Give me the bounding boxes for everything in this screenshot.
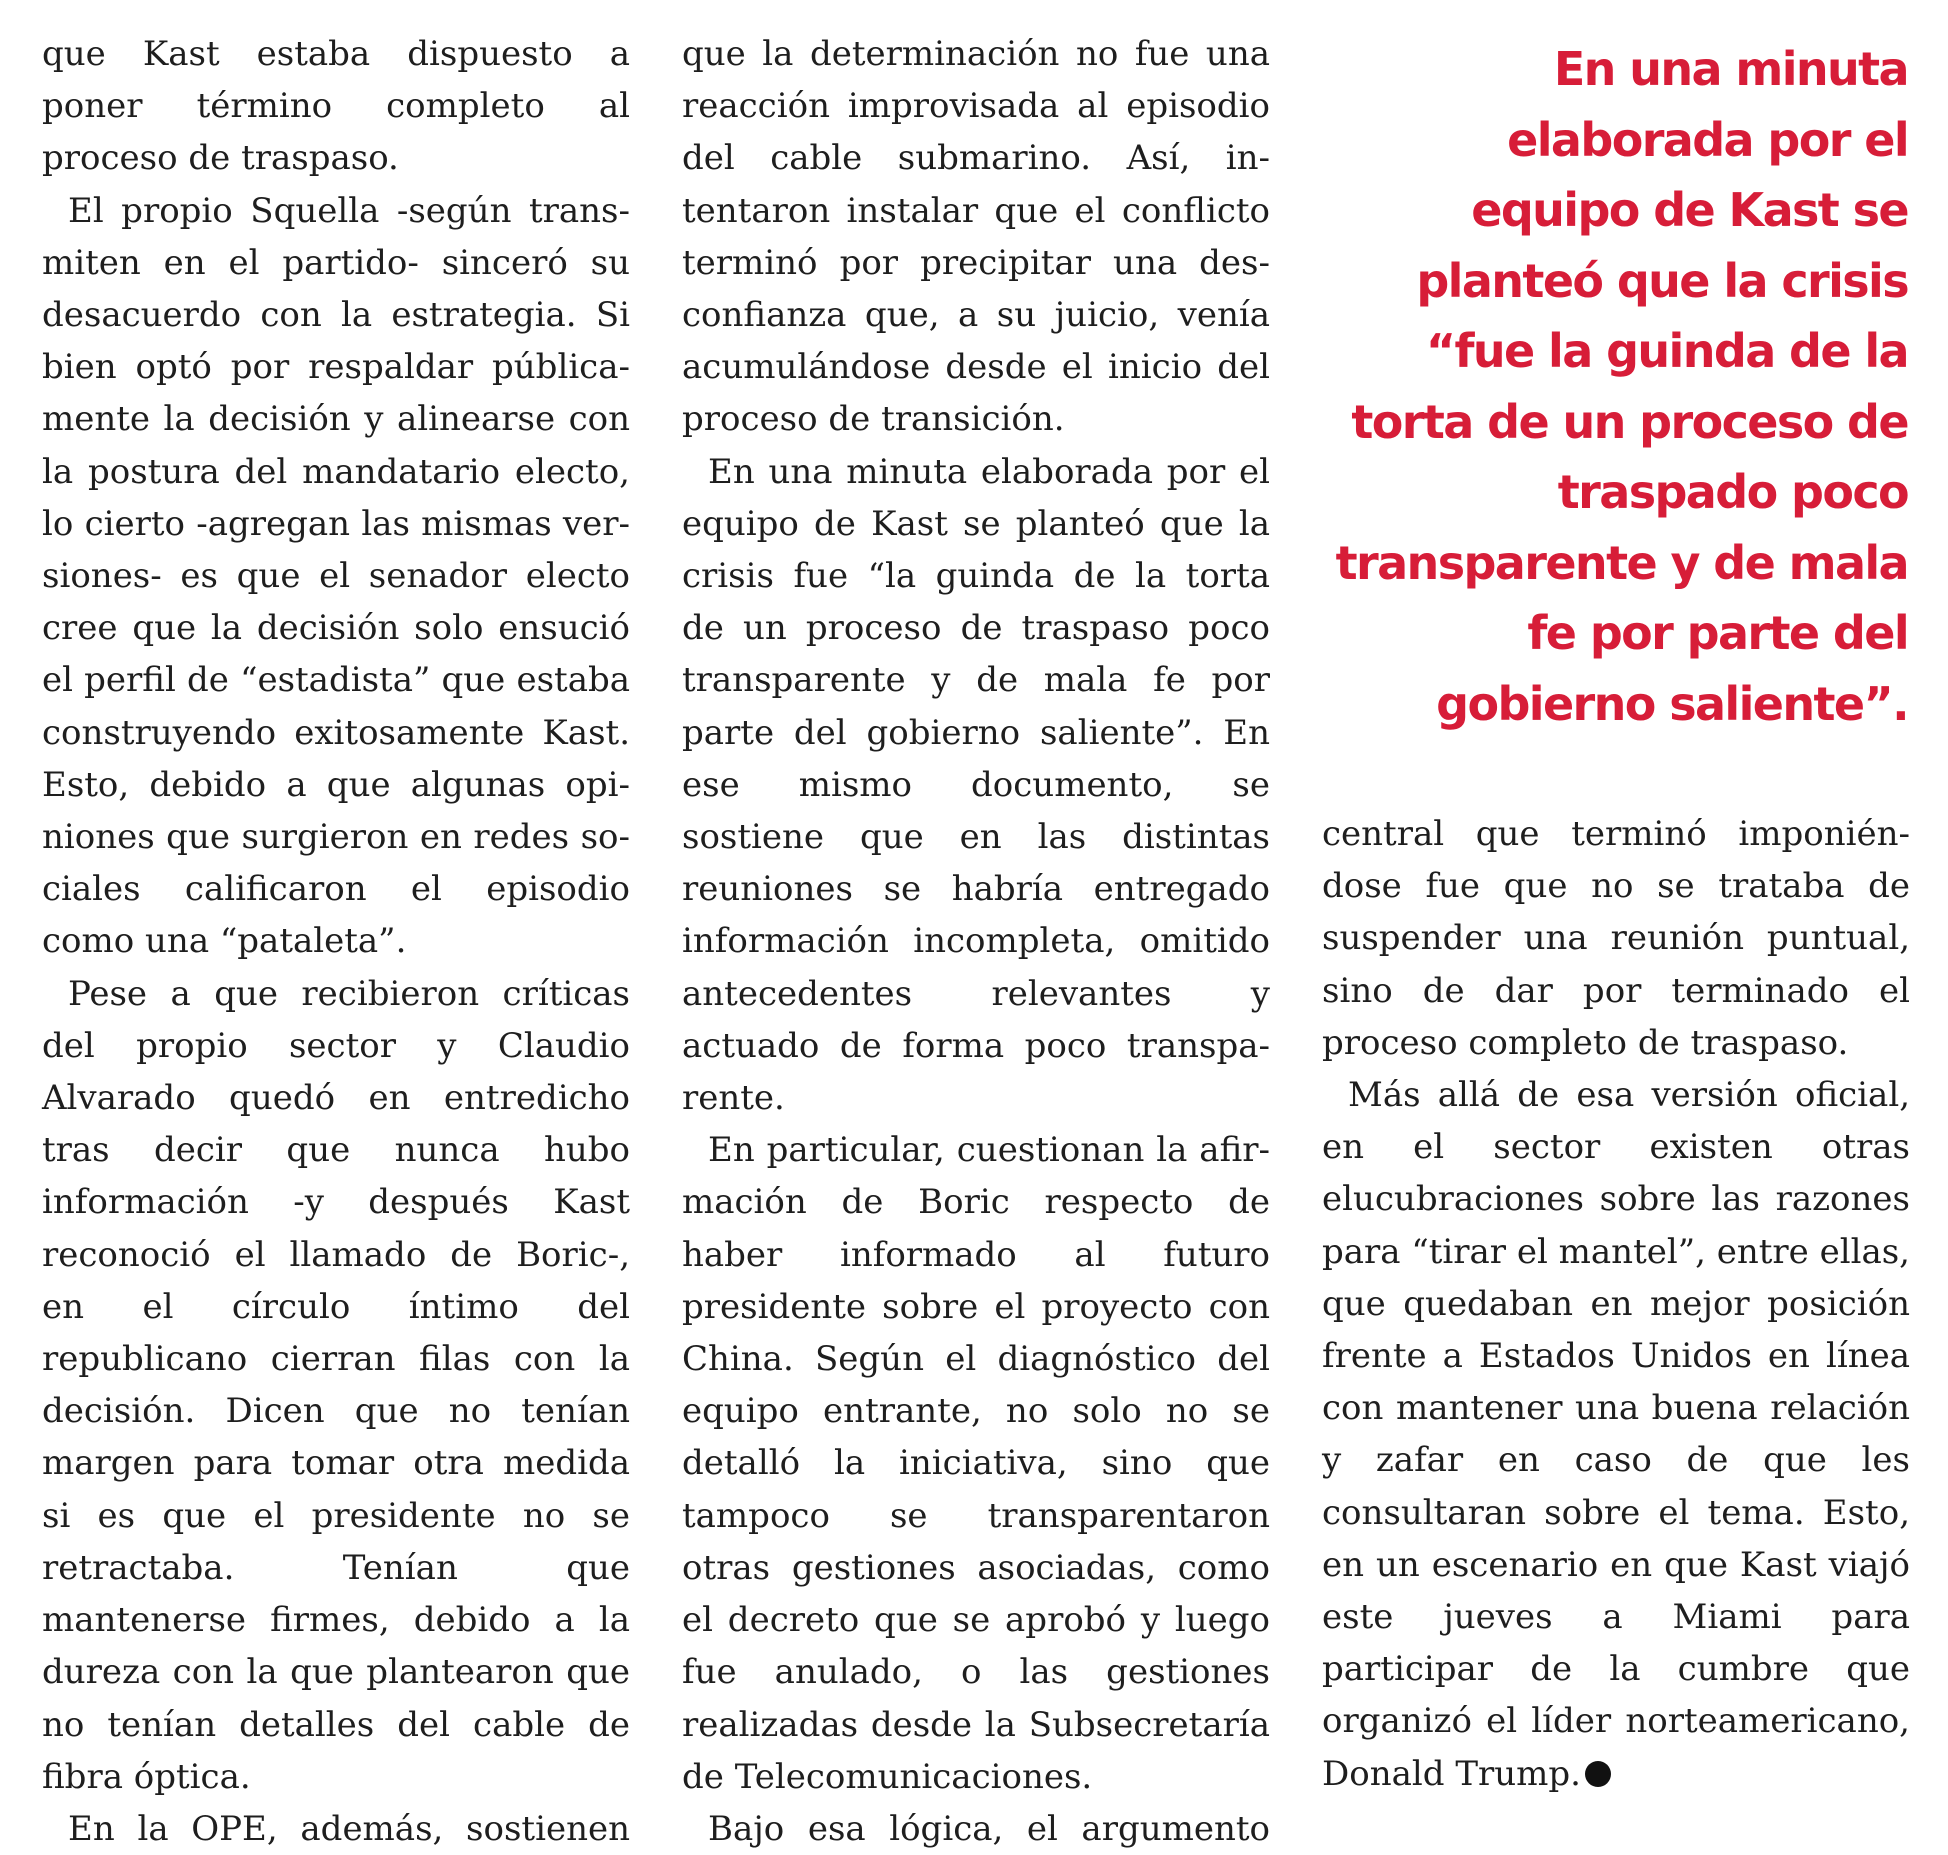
paragraph: que Kast estaba dispuesto a poner término completo al proceso de traspaso. <box>42 34 630 179</box>
paragraph: En particular, cuestionan la afirmación de Boric respecto de haber informado al futuro presidente sobre el proyecto con China. Según el diagnóstico del equipo entrante, no solo no se detalló la iniciativa, sino que tampoco se transparentaron otras gestiones asociadas, como el decreto que se aprobó y luego fue anulado, o las gestiones realizadas desde la Subsecretaría de Telecomunicaciones. <box>682 1130 1270 1797</box>
pull-quote: En una minuta elaborada por el equipo de Kast se planteó que la crisis “fue la guinda de la torta de un proceso de traspado poco transparente y de mala fe por parte del gobierno saliente”. <box>1335 42 1908 731</box>
paragraph: En la OPE, además, sostienen <box>68 1808 630 1849</box>
article-column-3 <box>1322 808 1910 1800</box>
paragraph: Bajo esa lógica, el argumento <box>708 1808 1270 1849</box>
paragraph: que la determinación no fue una reacción improvisada al episodio del cable submarino. Así, intentaron instalar que el conflicto terminó por precipitar una desconfianza que, a su juicio, venía acumulándose desde el inicio del proceso de transición. <box>682 34 1270 440</box>
paragraph: El propio Squella -según transmiten en el partido- sinceró su desacuerdo con la estrategia. Si bien optó por respaldar públicamente la decisión y alinearse con la postura del mandatario electo, lo cierto -agregan las mismas versiones- es que el senador electo cree que la decisión solo ensució el perfil de “estadista” que estaba construyendo exitosamente Kast. Esto, debido a que algunas opiniones que surgieron en redes sociales calificaron el episodio como una “pataleta”. <box>42 190 630 962</box>
article-column-2 <box>682 28 1270 1855</box>
paragraph-with-end-mark: Más allá de esa versión oficial, en el sector existen otras elucubraciones sobre las razones para “tirar el mantel”, entre ellas, que quedaban en mejor posición frente a Estados Unidos en línea con mantener una buena relación y zafar en caso de que les consultaran sobre el tema. Esto, en un escenario en que Kast viajó este jueves a Miami para participar de la cumbre que organizó el líder norteamericano, Donald Trump. <box>1322 1069 1910 1800</box>
paragraph: En una minuta elaborada por el equipo de Kast se planteó que la crisis fue “la guinda de la torta de un proceso de traspaso poco transparente y de mala fe por parte del gobierno saliente”. En ese mismo documento, se sostiene que en las distintas reuniones se habría entregado información incompleta, omitido antecedentes relevantes y actuado de forma poco transparente. <box>682 451 1270 1119</box>
paragraph: central que terminó imponiéndose fue que no se trataba de suspender una reunión puntual, sino de dar por terminado el proceso completo de traspaso. <box>1322 814 1910 1063</box>
paragraph: Pese a que recibieron críticas del propio sector y Claudio Alvarado quedó en entredicho tras decir que nunca hubo información -y después Kast reconoció el llamado de Boric-, en el círculo íntimo del republicano cierran filas con la decisión. Dicen que no tenían margen para tomar otra medida si es que el presidente no se retractaba. Tenían que mantenerse firmes, debido a la dureza con la que plantearon que no tenían detalles del cable de fibra óptica. <box>42 973 630 1797</box>
article-column-1 <box>42 28 630 1855</box>
